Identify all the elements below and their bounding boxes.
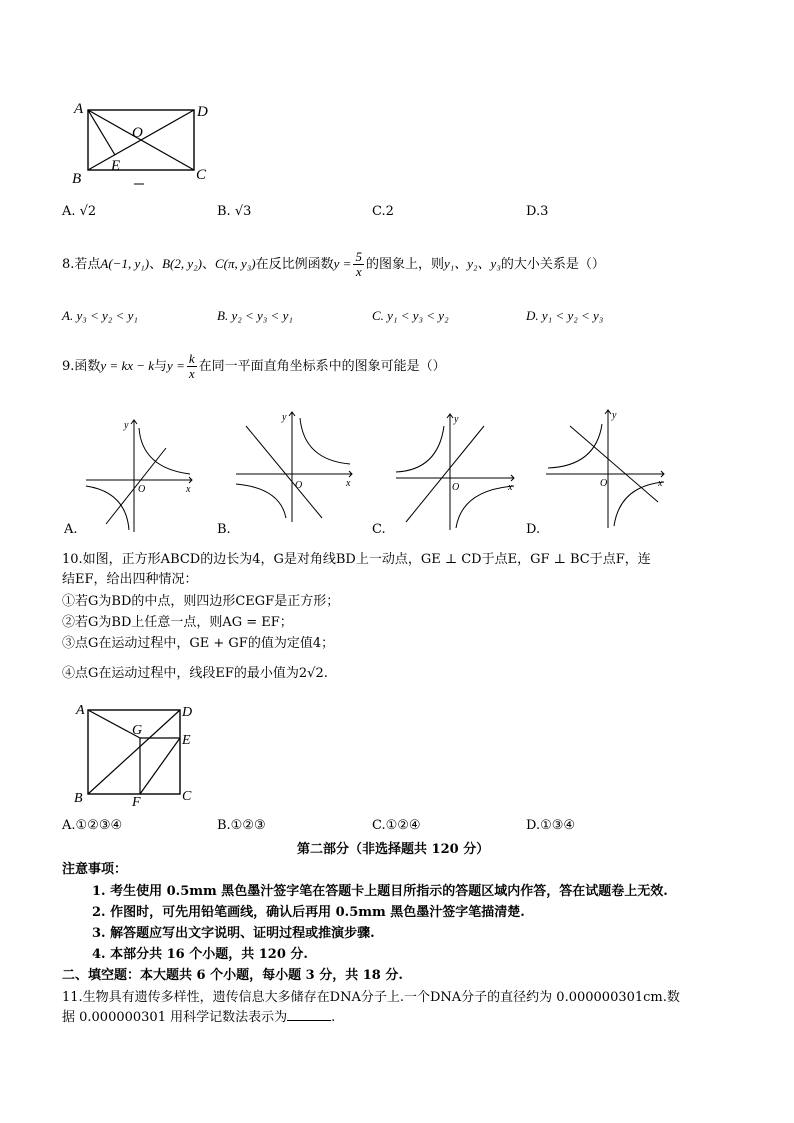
label-D: D (182, 705, 193, 720)
question-9: 9.函数y = kx − k与y = $\frac{k}{x}$ 在同一平面直角坐标系中的图象可能是（） (62, 351, 446, 381)
part-2-title: 第二部分（非选择题共 120 分） (297, 842, 490, 857)
q10-option-a: A.①②③④ (62, 818, 123, 833)
graph-c-label: C. (372, 522, 386, 537)
note-1: 1. 考生使用 0.5mm 黑色墨汁签字笔在答题卡上题目所指示的答题区域内作答，答在试题卷上无效. (92, 884, 668, 899)
label-F: F (132, 795, 141, 810)
y-axis-label: y (282, 412, 287, 423)
q8-option-b: B. y₂ < y₃ < y₁ (217, 308, 293, 323)
question-11-line-1: 11.生物具有遗传多样性，遗传信息大多储存在DNA分子上.一个DNA分子的直径约为 0.000000301cm.数 (62, 990, 680, 1005)
origin-label: O (295, 480, 303, 491)
label-E: E (111, 158, 121, 174)
label-B: B (72, 171, 82, 187)
label-O: O (132, 125, 143, 141)
question-8: 8.若点A(−1, y₁)、B(2, y₂)、C(π, y₃)在反比例函数y = $\frac{5}{x}$ 的图象上，则y₁、y₂、y₃的大小关系是（） (62, 249, 605, 279)
origin-label: O (452, 482, 460, 493)
square-figure-q10 (68, 700, 198, 810)
fraction-5-over-x: $\frac{5}{x}$ (355, 249, 362, 279)
q8-option-a: A. y₃ < y₂ < y₁ (62, 308, 138, 323)
x-axis-label: x (658, 478, 663, 489)
q7-option-c: C.2 (372, 204, 394, 219)
q10-statement-4: ④点G在运动过程中，线段EF的最小值为2√2. (62, 666, 328, 681)
answer-blank (287, 1008, 331, 1021)
graph-d-label: D. (526, 522, 541, 537)
label-A: A (74, 101, 84, 117)
label-D: D (197, 104, 208, 120)
label-G: G (132, 723, 143, 738)
y-axis-label: y (612, 410, 617, 421)
q10-option-c: C.①②④ (372, 818, 421, 833)
y-axis-label: y (124, 420, 129, 431)
label-C: C (196, 167, 207, 183)
graph-a (82, 410, 200, 536)
graph-b (232, 408, 360, 526)
graph-b-label: B. (217, 522, 231, 537)
origin-label: O (138, 484, 146, 495)
note-4: 4. 本部分共 16 个小题，共 120 分. (92, 947, 308, 962)
label-B: B (74, 791, 83, 806)
graph-c (392, 410, 520, 534)
x-axis-label: x (186, 484, 191, 495)
q7-option-a: A. √2 (62, 204, 97, 219)
question-10-line-1: 10.如图，正方形ABCD的边长为4，G是对角线BD上一动点，GE ⊥ CD于点E，GF ⊥ BC于点F，连 (62, 552, 651, 567)
rectangle-figure-q7 (66, 96, 226, 192)
note-3: 3. 解答题应写出文字说明、证明过程或推演步骤. (92, 926, 375, 941)
section-2-title: 二、填空题：本大题共 6 个小题，每小题 3 分，共 18 分. (62, 968, 403, 983)
question-10-line-2: 结EF，给出四种情况： (62, 572, 198, 587)
q8-option-c: C. y₁ < y₃ < y₂ (372, 308, 449, 323)
x-axis-label: x (346, 478, 351, 489)
q10-option-d: D.①③④ (526, 818, 576, 833)
q7-option-b: B. √3 (217, 204, 252, 219)
label-C: C (182, 789, 192, 804)
label-A: A (76, 703, 85, 718)
origin-label: O (600, 478, 608, 489)
graph-d (542, 406, 670, 532)
question-11-line-2: 据 0.000000301 用科学记数法表示为 . (62, 1010, 336, 1025)
y-axis-label: y (454, 414, 459, 425)
graph-a-label: A. (64, 522, 78, 537)
x-axis-label: x (508, 482, 513, 493)
q10-option-b: B.①②③ (217, 818, 266, 833)
label-E: E (182, 733, 191, 748)
q10-statement-2: ②若G为BD上任意一点，则AG = EF； (62, 615, 293, 630)
q10-statement-1: ①若G为BD的中点，则四边形CEGF是正方形； (62, 594, 340, 609)
q8-option-d: D. y₁ < y₂ < y₃ (526, 308, 604, 323)
notes-title: 注意事项： (62, 862, 128, 877)
fraction-k-over-x: $\frac{k}{x}$ (188, 351, 195, 381)
q10-statement-3: ③点G在运动过程中，GE + GF的值为定值4； (62, 636, 335, 651)
q7-option-d: D.3 (526, 204, 549, 219)
note-2: 2. 作图时，可先用铅笔画线，确认后再用 0.5mm 黑色墨汁签字笔描清楚. (92, 905, 525, 920)
